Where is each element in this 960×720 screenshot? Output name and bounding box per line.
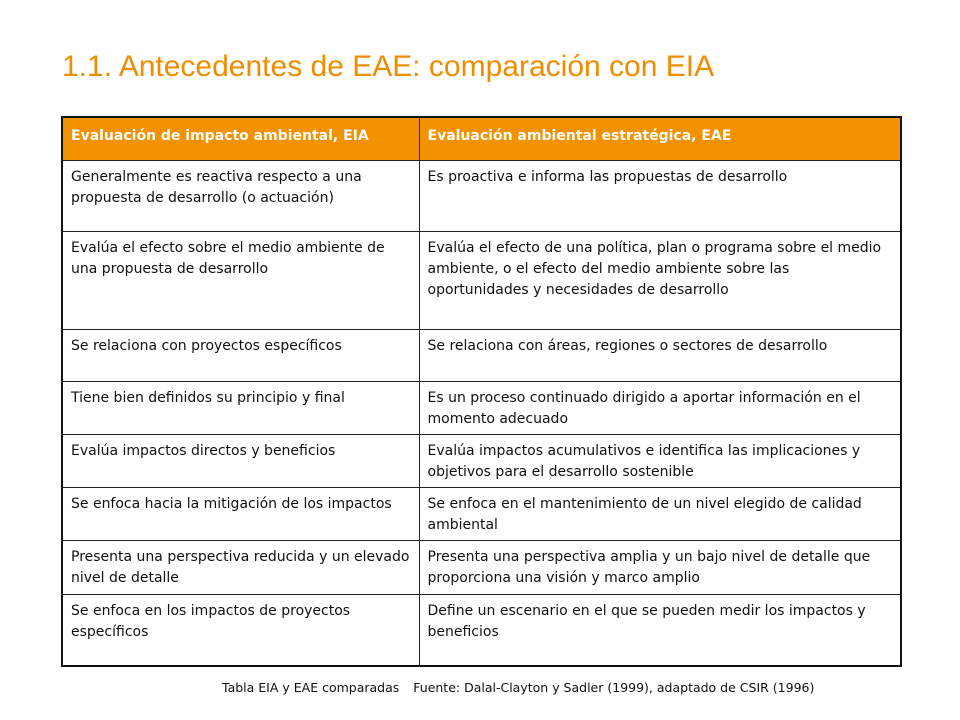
table-header-row <box>63 118 900 161</box>
table-caption <box>222 680 814 695</box>
cell-eia: Evalúa impactos directos y beneficios <box>63 435 419 488</box>
table-row <box>63 232 900 330</box>
cell-eae: Se relaciona con áreas, regiones o sectores de desarrollo <box>419 330 900 382</box>
table-row <box>63 330 900 382</box>
table-row <box>63 488 900 541</box>
header-eia: Evaluación de impacto ambiental, EIA <box>63 118 419 161</box>
cell-eia: Se enfoca en los impactos de proyectos específicos <box>63 595 419 666</box>
table-row <box>63 541 900 595</box>
cell-eia: Se enfoca hacia la mitigación de los impactos <box>63 488 419 541</box>
caption-source: Fuente: Dalal-Clayton y Sadler (1999), adaptado de CSIR (1996) <box>413 680 815 695</box>
slide-title: 1.1. Antecedentes de EAE: comparación con EIA <box>62 50 715 83</box>
header-eae: Evaluación ambiental estratégica, EAE <box>419 118 900 161</box>
comparison-table-frame <box>61 116 902 667</box>
cell-eae: Presenta una perspectiva amplia y un bajo nivel de detalle que proporciona una visión y marco amplio <box>419 541 900 595</box>
table-row <box>63 435 900 488</box>
cell-eae: Evalúa impactos acumulativos e identifica las implicaciones y objetivos para el desarrollo sostenible <box>419 435 900 488</box>
cell-eae: Se enfoca en el mantenimiento de un nivel elegido de calidad ambiental <box>419 488 900 541</box>
cell-eae: Evalúa el efecto de una política, plan o programa sobre el medio ambiente, o el efecto del medio ambiente sobre las oportunidades y necesidades de desarrollo <box>419 232 900 330</box>
cell-eae: Es proactiva e informa las propuestas de desarrollo <box>419 161 900 232</box>
cell-eae: Define un escenario en el que se pueden medir los impactos y beneficios <box>419 595 900 666</box>
caption-label: Tabla EIA y EAE comparadas <box>222 680 400 695</box>
comparison-table <box>63 118 900 665</box>
cell-eia: Tiene bien definidos su principio y final <box>63 382 419 435</box>
cell-eia: Evalúa el efecto sobre el medio ambiente de una propuesta de desarrollo <box>63 232 419 330</box>
cell-eia: Se relaciona con proyectos específicos <box>63 330 419 382</box>
table-row <box>63 595 900 666</box>
table-row <box>63 161 900 232</box>
table-row <box>63 382 900 435</box>
cell-eia: Generalmente es reactiva respecto a una propuesta de desarrollo (o actuación) <box>63 161 419 232</box>
cell-eae: Es un proceso continuado dirigido a aportar información en el momento adecuado <box>419 382 900 435</box>
cell-eia: Presenta una perspectiva reducida y un elevado nivel de detalle <box>63 541 419 595</box>
